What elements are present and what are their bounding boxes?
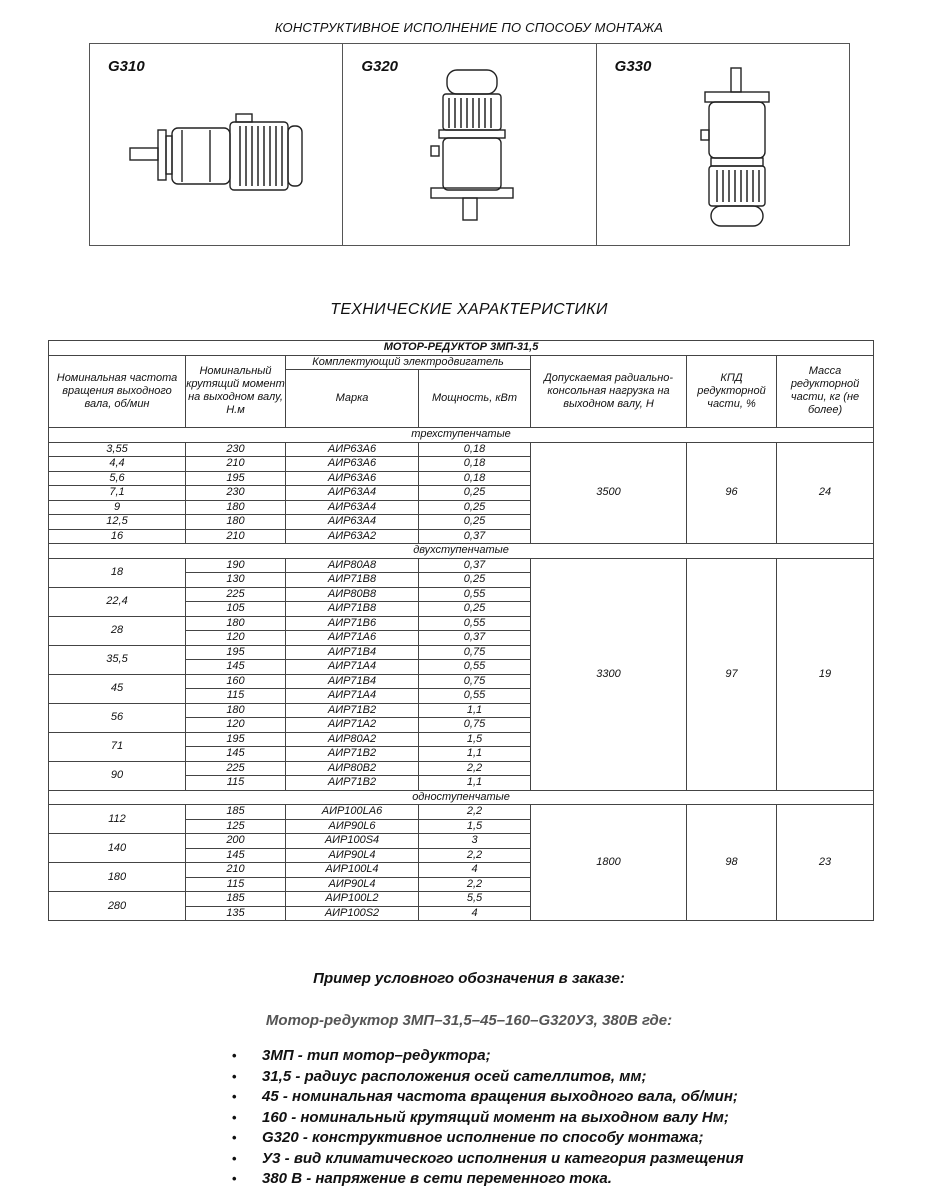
motor-brand-cell: АИР80А8 [286,558,419,573]
torque-cell: 185 [186,805,286,820]
table-row [49,442,874,457]
motor-brand-cell: АИР90L4 [286,848,419,863]
speed-cell: 35,5 [49,645,186,674]
motor-brand-cell: АИР80А2 [286,732,419,747]
bullet-icon: • [232,1068,237,1084]
motor-brand-cell: АИР71В2 [286,747,419,762]
header-efficiency: КПД редукторной части, % [687,355,777,428]
motor-brand-cell: АИР63А4 [286,515,419,530]
torque-cell: 160 [186,674,286,689]
motor-brand-cell: АИР63А4 [286,486,419,501]
motor-brand-cell: АИР80В2 [286,761,419,776]
motor-brand-cell: АИР100LA6 [286,805,419,820]
header-brand: Марка [286,370,419,428]
speed-cell: 5,6 [49,471,186,486]
mass-cell: 19 [777,558,874,790]
motor-brand-cell: АИР63А6 [286,457,419,472]
motor-power-cell: 4 [419,906,531,921]
motor-brand-cell: АИР80В8 [286,587,419,602]
efficiency-cell: 98 [687,805,777,921]
speed-cell: 112 [49,805,186,834]
motor-power-cell: 0,18 [419,442,531,457]
motor-power-cell: 0,75 [419,718,531,733]
table-title: МОТОР-РЕДУКТОР 3МП-31,5 [49,341,874,356]
mount-variant-g310 [90,44,343,245]
motor-power-cell: 2,2 [419,805,531,820]
speed-cell: 28 [49,616,186,645]
motor-power-cell: 0,18 [419,457,531,472]
motor-brand-cell: АИР71В4 [286,674,419,689]
motor-power-cell: 0,37 [419,631,531,646]
speed-cell: 7,1 [49,486,186,501]
legend-item [232,1108,744,1129]
motor-power-cell: 0,25 [419,573,531,588]
legend-item [232,1087,744,1108]
torque-cell: 225 [186,587,286,602]
torque-cell: 145 [186,848,286,863]
radial-load-cell: 3300 [531,558,687,790]
header-speed: Номинальная частота вращения выходного вала, об/мин [49,355,186,428]
speed-cell: 4,4 [49,457,186,472]
order-example-designation: Мотор-редуктор 3МП–31,5–45–160–G320У3, 380В где: [265,1012,673,1029]
motor-power-cell: 2,2 [419,877,531,892]
motor-brand-cell: АИР100L4 [286,863,419,878]
torque-cell: 210 [186,457,286,472]
torque-cell: 120 [186,631,286,646]
motor-brand-cell: АИР71А6 [286,631,419,646]
motor-brand-cell: АИР71В4 [286,645,419,660]
torque-cell: 115 [186,689,286,704]
header-mass: Масса редукторной части, кг (не более) [777,355,874,428]
motor-power-cell: 1,5 [419,819,531,834]
header-power: Мощность, кВт [419,370,531,428]
bullet-icon: • [232,1048,237,1063]
motor-power-cell: 2,2 [419,848,531,863]
torque-cell: 180 [186,616,286,631]
designation-legend [232,1046,744,1190]
legend-item-text: 31,5 - радиус расположения осей сателлитов, мм; [262,1067,647,1085]
specs-title: ТЕХНИЧЕСКИЕ ХАРАКТЕРИСТИКИ [330,301,608,318]
motor-brand-cell: АИР100S2 [286,906,419,921]
horizontal-gearmotor-drawing [90,44,335,245]
header-torque: Номинальный крутящий момент на выходном валу, Н.м [186,355,286,428]
motor-power-cell: 0,37 [419,529,531,544]
efficiency-cell: 97 [687,558,777,790]
speed-cell: 56 [49,703,186,732]
legend-item [232,1149,744,1170]
legend-item [232,1046,744,1067]
motor-power-cell: 0,55 [419,660,531,675]
legend-item-text: 380 В - напряжение в сети переменного тока. [262,1170,612,1187]
table-row [49,805,874,820]
motor-brand-cell: АИР100L2 [286,892,419,907]
motor-power-cell: 1,1 [419,703,531,718]
torque-cell: 115 [186,877,286,892]
torque-cell: 145 [186,747,286,762]
torque-cell: 195 [186,645,286,660]
speed-cell: 12,5 [49,515,186,530]
legend-item [232,1067,744,1088]
speed-cell: 18 [49,558,186,587]
motor-brand-cell: АИР71В8 [286,602,419,617]
efficiency-cell: 96 [687,442,777,544]
motor-brand-cell: АИР71В2 [286,776,419,791]
table-row [49,558,874,573]
torque-cell: 230 [186,486,286,501]
mount-variant-g330 [597,44,849,245]
speed-cell: 3,55 [49,442,186,457]
motor-power-cell: 0,37 [419,558,531,573]
legend-item-text: 160 - номинальный крутящий момент на выходном валу Нм; [262,1108,729,1126]
motor-power-cell: 4 [419,863,531,878]
motor-brand-cell: АИР100S4 [286,834,419,849]
stage-group-label: одноступенчатые [49,790,874,805]
vertical-flange-gearmotor-drawing [343,44,596,245]
torque-cell: 225 [186,761,286,776]
motor-brand-cell: АИР71А4 [286,660,419,675]
motor-brand-cell: АИР71В8 [286,573,419,588]
torque-cell: 200 [186,834,286,849]
speed-cell: 45 [49,674,186,703]
legend-item-text: 3МП - тип мотор–редуктора; [262,1047,491,1064]
speed-cell: 140 [49,834,186,863]
torque-cell: 145 [186,660,286,675]
header-radial-load: Допускаемая радиально-консольная нагрузка на выходном валу, Н [531,355,687,428]
bullet-icon: • [232,1130,237,1145]
mass-cell: 23 [777,805,874,921]
speed-cell: 16 [49,529,186,544]
mounting-title: КОНСТРУКТИВНОЕ ИСПОЛНЕНИЕ ПО СПОСОБУ МОНТАЖА [274,20,664,35]
vertical-inverted-gearmotor-drawing [597,44,850,245]
mount-variant-label: G330 [614,58,652,75]
legend-item-text: У3 - вид климатического исполнения и категория размещения [262,1149,744,1167]
torque-cell: 210 [186,529,286,544]
legend-item [232,1128,744,1149]
torque-cell: 120 [186,718,286,733]
specs-table [48,340,874,921]
torque-cell: 195 [186,471,286,486]
torque-cell: 180 [186,703,286,718]
motor-brand-cell: АИР63А6 [286,471,419,486]
stage-group-label: трехступенчатые [49,428,874,443]
torque-cell: 180 [186,500,286,515]
motor-power-cell: 0,25 [419,515,531,530]
torque-cell: 105 [186,602,286,617]
bullet-icon: • [232,1109,237,1125]
speed-cell: 71 [49,732,186,761]
motor-brand-cell: АИР71В6 [286,616,419,631]
motor-power-cell: 0,18 [419,471,531,486]
motor-power-cell: 5,5 [419,892,531,907]
torque-cell: 210 [186,863,286,878]
motor-brand-cell: АИР71А2 [286,718,419,733]
motor-power-cell: 3 [419,834,531,849]
torque-cell: 125 [186,819,286,834]
torque-cell: 230 [186,442,286,457]
motor-power-cell: 0,55 [419,689,531,704]
motor-power-cell: 0,25 [419,602,531,617]
legend-item-text: G320 - конструктивное исполнение по способу монтажа; [262,1129,704,1146]
torque-cell: 130 [186,573,286,588]
motor-power-cell: 1,5 [419,732,531,747]
motor-brand-cell: АИР71В2 [286,703,419,718]
torque-cell: 180 [186,515,286,530]
motor-power-cell: 0,75 [419,674,531,689]
speed-cell: 90 [49,761,186,790]
motor-power-cell: 2,2 [419,761,531,776]
stage-group-label: двухступенчатые [49,544,874,559]
bullet-icon: • [232,1171,237,1186]
speed-cell: 22,4 [49,587,186,616]
torque-cell: 115 [186,776,286,791]
mount-variant-g320 [343,44,596,245]
motor-power-cell: 0,75 [419,645,531,660]
speed-cell: 180 [49,863,186,892]
motor-power-cell: 1,1 [419,776,531,791]
motor-brand-cell: АИР71А4 [286,689,419,704]
speed-cell: 280 [49,892,186,921]
torque-cell: 190 [186,558,286,573]
motor-brand-cell: АИР63А4 [286,500,419,515]
bullet-icon: • [232,1089,237,1104]
radial-load-cell: 3500 [531,442,687,544]
motor-brand-cell: АИР63А6 [286,442,419,457]
legend-item [232,1169,744,1190]
mass-cell: 24 [777,442,874,544]
speed-cell: 9 [49,500,186,515]
motor-power-cell: 0,55 [419,616,531,631]
motor-power-cell: 0,55 [419,587,531,602]
motor-power-cell: 1,1 [419,747,531,762]
legend-item-text: 45 - номинальная частота вращения выходного вала, об/мин; [262,1088,738,1105]
torque-cell: 135 [186,906,286,921]
motor-power-cell: 0,25 [419,500,531,515]
header-motor-group: Комплектующий электродвигатель [286,355,531,370]
order-example-title: Пример условного обозначения в заказе: [313,970,625,987]
mount-variant-label: G320 [361,58,399,75]
motor-power-cell: 0,25 [419,486,531,501]
radial-load-cell: 1800 [531,805,687,921]
motor-brand-cell: АИР63А2 [286,529,419,544]
motor-brand-cell: АИР90L4 [286,877,419,892]
mount-variant-label: G310 [108,58,145,75]
mounting-variants-box [89,43,850,246]
torque-cell: 195 [186,732,286,747]
bullet-icon: • [232,1150,237,1166]
motor-brand-cell: АИР90L6 [286,819,419,834]
torque-cell: 185 [186,892,286,907]
